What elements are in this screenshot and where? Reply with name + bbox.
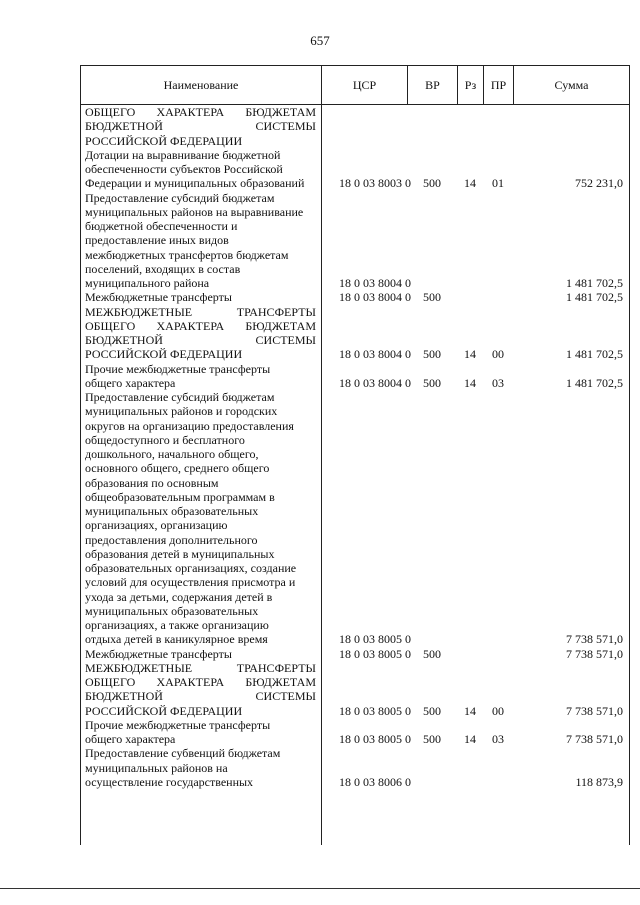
row-name-line: ОБЩЕГО ХАРАКТЕРА БЮДЖЕТАМ — [85, 318, 316, 333]
row-sum: 1 481 702,5 — [566, 375, 623, 390]
row-name — [81, 661, 321, 718]
row-rz: 14 — [464, 375, 476, 390]
row-csr: 18 0 03 8005 0 — [339, 632, 411, 647]
header-name: Наименование — [163, 78, 239, 92]
row-csr: 18 0 03 8004 0 — [339, 347, 411, 362]
page-number: 657 — [310, 33, 330, 48]
row-name — [81, 390, 321, 647]
row-name — [81, 362, 321, 391]
row-name-line: Прочие межбюджетные трансферты — [85, 717, 271, 732]
row-vr: 500 — [423, 732, 441, 746]
header-pr: ПР — [483, 66, 513, 104]
row-name-line: предоставление иных видов — [85, 233, 229, 248]
row-name-line: РОССИЙСКОЙ ФЕДЕРАЦИИ — [85, 133, 243, 148]
row-name-line: РОССИЙСКОЙ ФЕДЕРАЦИИ — [85, 703, 243, 718]
row-name — [81, 305, 321, 362]
row-name-line: муниципальных районов на выравнивание — [85, 204, 304, 219]
row-rz: 14 — [464, 732, 476, 746]
row-sum: 118 873,9 — [575, 774, 623, 789]
row-csr: 18 0 03 8004 0 — [339, 290, 411, 305]
row-name-line: МЕЖБЮДЖЕТНЫЕ ТРАНСФЕРТЫ — [85, 304, 316, 319]
header-vr: ВР — [407, 66, 457, 104]
table-row — [81, 390, 629, 647]
page-bottom-rule — [0, 888, 640, 889]
row-csr: 18 0 03 8004 0 — [339, 375, 411, 390]
table-header — [80, 65, 630, 105]
row-name-line: образования детей в муниципальных — [85, 546, 275, 561]
table-row — [81, 148, 629, 191]
row-name-line: общего характера — [85, 375, 176, 390]
table-body — [80, 105, 630, 845]
row-pr: 03 — [492, 375, 504, 390]
row-sum: 7 738 571,0 — [566, 646, 623, 661]
row-name — [81, 191, 321, 291]
table-row — [81, 105, 629, 148]
row-pr: 00 — [492, 347, 504, 362]
row-name-line: Предоставление субвенций бюджетам — [85, 746, 281, 761]
row-name-line: условий для осуществления присмотра и — [85, 575, 296, 590]
row-name-line: бюджетной обеспеченности и — [85, 219, 238, 233]
row-name-line: ухода за детьми, содержания детей в — [85, 589, 273, 604]
row-name-line: отдыха детей в каникулярное время — [85, 632, 268, 647]
row-name-line: РОССИЙСКОЙ ФЕДЕРАЦИИ — [85, 347, 243, 362]
row-name-line: муниципальных районов и городских — [85, 404, 278, 419]
table-row — [81, 362, 629, 391]
header-sum: Сумма — [513, 66, 629, 104]
header-csr: ЦСР — [321, 66, 407, 104]
row-rz: 14 — [464, 703, 476, 718]
row-name-line: Федерации и муниципальных образований — [85, 176, 305, 191]
row-name-line: основного общего, среднего общего — [85, 461, 270, 476]
row-name — [81, 148, 321, 191]
row-csr: 18 0 03 8005 0 — [339, 646, 411, 661]
row-name-line: общедоступного и бесплатного — [85, 432, 245, 447]
row-name-line: БЮДЖЕТНОЙ СИСТЕМЫ — [85, 689, 316, 704]
row-vr: 500 — [423, 703, 441, 718]
row-sum: 1 481 702,5 — [566, 347, 623, 362]
row-vr: 500 — [423, 176, 441, 191]
row-csr: 18 0 03 8006 0 — [339, 774, 411, 789]
row-pr: 00 — [492, 703, 504, 718]
row-name-line: Прочие межбюджетные трансферты — [85, 361, 271, 376]
row-csr: 18 0 03 8005 0 — [339, 732, 411, 746]
row-rz: 14 — [464, 347, 476, 362]
table-row — [81, 746, 629, 789]
row-name-line: муниципальных районов на — [85, 760, 228, 775]
row-name — [81, 746, 321, 789]
row-rz: 14 — [464, 176, 476, 191]
row-name-line: образовательных организациях, создание — [85, 561, 297, 575]
column-divider — [321, 105, 322, 845]
row-name-line: Дотации на выравнивание бюджетной — [85, 147, 281, 162]
row-name-line: муниципальных образовательных — [85, 603, 259, 618]
row-name-line: обеспеченности субъектов Российской — [85, 162, 283, 176]
row-name-line: МЕЖБЮДЖЕТНЫЕ ТРАНСФЕРТЫ — [85, 660, 316, 675]
table-row — [81, 191, 629, 291]
row-sum: 7 738 571,0 — [566, 703, 623, 718]
row-name-line: осуществление государственных — [85, 774, 254, 789]
row-name-line: организациях, организацию — [85, 518, 228, 533]
table-row — [81, 647, 629, 661]
row-name-line: ОБЩЕГО ХАРАКТЕРА БЮДЖЕТАМ — [85, 675, 316, 689]
row-csr: 18 0 03 8005 0 — [339, 703, 411, 718]
row-vr: 500 — [423, 347, 441, 362]
header-rz: Рз — [457, 66, 483, 104]
row-name — [81, 105, 321, 148]
row-name-line: БЮДЖЕТНОЙ СИСТЕМЫ — [85, 119, 316, 134]
row-name-line: БЮДЖЕТНОЙ СИСТЕМЫ — [85, 333, 316, 347]
row-name-line: Предоставление субсидий бюджетам — [85, 390, 275, 404]
row-vr: 500 — [423, 646, 441, 661]
row-name-line: дошкольного, начального общего, — [85, 447, 259, 461]
table-row — [81, 305, 629, 362]
row-name-line: образования по основным — [85, 475, 219, 490]
row-name — [81, 290, 321, 304]
row-name — [81, 647, 321, 661]
row-sum: 1 481 702,5 — [566, 290, 623, 305]
row-name-line: ОБЩЕГО ХАРАКТЕРА БЮДЖЕТАМ — [85, 105, 316, 119]
row-name-line: общеобразовательным программам в — [85, 489, 275, 504]
table-row — [81, 661, 629, 718]
row-sum: 1 481 702,5 — [566, 276, 623, 290]
row-name-line: общего характера — [85, 732, 176, 746]
row-name-line: Межбюджетные трансферты — [85, 290, 232, 305]
row-csr: 18 0 03 8003 0 — [339, 176, 411, 191]
budget-table — [80, 65, 630, 845]
row-name — [81, 718, 321, 747]
row-vr: 500 — [423, 375, 441, 390]
row-name-line: поселений, входящих в состав — [85, 261, 241, 276]
table-row — [81, 290, 629, 304]
row-name-line: Предоставление субсидий бюджетам — [85, 190, 275, 205]
row-name-line: муниципального района — [85, 276, 210, 290]
row-vr: 500 — [423, 290, 441, 305]
row-name-line: округов на организацию предоставления — [85, 418, 294, 433]
row-name-line: предоставления дополнительного — [85, 532, 258, 547]
row-sum: 7 738 571,0 — [566, 632, 623, 647]
row-name-line: муниципальных образовательных — [85, 504, 259, 518]
row-name-line: Межбюджетные трансферты — [85, 646, 232, 661]
row-sum: 7 738 571,0 — [566, 732, 623, 746]
row-csr: 18 0 03 8004 0 — [339, 276, 411, 290]
row-pr: 01 — [492, 176, 504, 191]
table-row — [81, 718, 629, 747]
row-sum: 752 231,0 — [575, 176, 623, 191]
row-name-line: межбюджетных трансфертов бюджетам — [85, 247, 289, 262]
row-pr: 03 — [492, 732, 504, 746]
row-name-line: организациях, а также организацию — [85, 618, 269, 632]
